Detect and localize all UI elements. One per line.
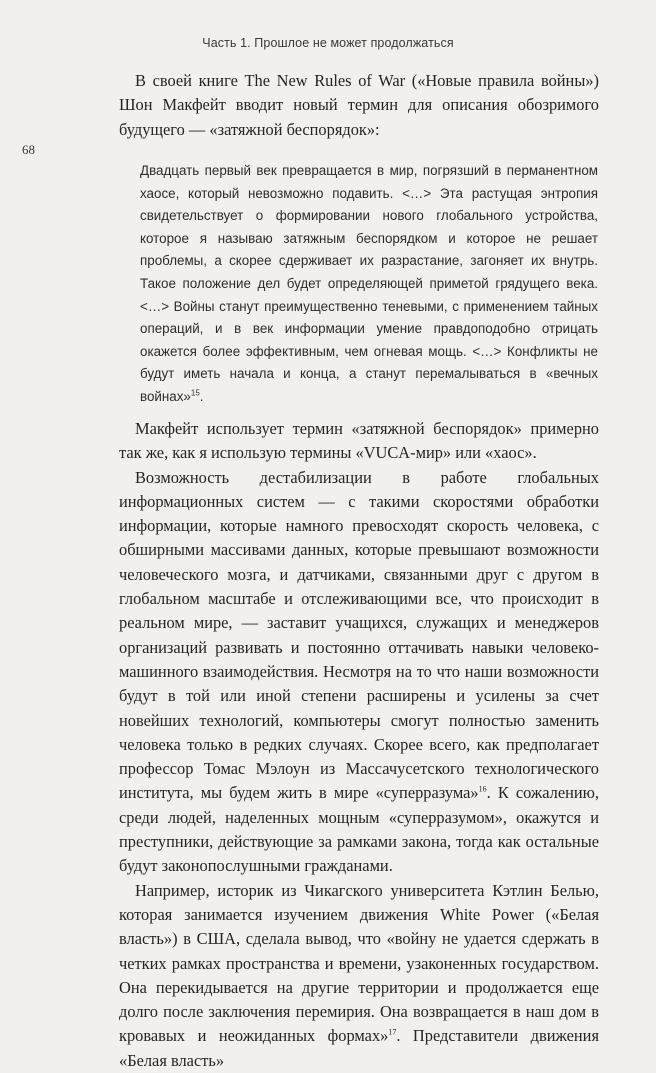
running-head: Часть 1. Прошлое не может продолжаться [202, 36, 454, 50]
footnote-ref-15: 15 [190, 388, 200, 398]
paragraph-vuca: Макфейт использует термин «затяжной беспорядок» примерно так же, как я использую термины «VUCA-мир» или «хаос». [119, 419, 599, 463]
paragraph-text: Например, историк из Чикагского университета Кэтлин Белью, которая занимается изучением движения White Power («Белая власть») в США, сделала вывод, что «войну не удается сдержать в четких рамках пространства и времени, узаконенных государством. Она перекидывается на другие территории и продолжается еще долго после заключения перемирия. Она возвращается в наш дом в кровавых и неожиданных формах» [119, 880, 599, 1046]
paragraph-superintelligence [119, 466, 599, 879]
intro-paragraph: В своей книге The New Rules of War («Новые правила войны») Шон Макфейт вводит новый термин для описания обозримого будущего — «затяжной беспорядок»: [119, 71, 599, 139]
quote-text: Двадцать первый век превращается в мир, погрязший в перманентном хаосе, который невозможно подавить. <…> Эта растущая энтропия свидетельствует о формировании нового глобального устройства, которое я называю затяжным беспорядком и которое не решает проблемы, а скорее сдерживает их разрастание, загоняет их внутрь. Такое положение дел будет определяющей приметой грядущего века. <…> Войны станут преимущественно теневыми, с применением тайных операций, и в век информации умение правдоподобно отрицать окажется более эффективным, чем огневая мощь. <…> Конфликты не будут иметь начала и конца, а станут перемалываться в «вечных войнах» [140, 163, 598, 404]
paragraph-white-power [119, 879, 599, 1073]
main-text [119, 417, 599, 1073]
footnote-ref-16: 16 [478, 784, 487, 794]
page-number: 68 [22, 142, 35, 157]
block-quote: Двадцать первый век превращается в мир, погрязший в перманентном хаосе, который невозможно подавить. <…> Эта растущая энтропия свидетельствует о формировании нового глобального устройства, которое я называю затяжным беспорядком и которое не решает проблемы, а скорее сдерживает их разрастание, загоняет их внутрь. Такое положение дел будет определяющей приметой грядущего века. <…> Войны станут преимущественно теневыми, с применением тайных операций, и в век информации умение правдоподобно отрицать окажется более эффективным, чем огневая мощь. <…> Конфликты не будут иметь начала и конца, а станут перемалываться в «вечных войнах»$^{15}$. [140, 163, 598, 404]
paragraph-text: Возможность дестабилизации в работе глобальных информационных систем — с такими скоростями обработки информации, которые намного превосходят скорость человека, с обширными массивами данных, которые превышают возможности человеческого мозга, и датчиками, связанными друг с другом в глобальном масштабе и отслеживающими все, что происходит в реальном мире, — заставит учащихся, служащих и менеджеров организаций развивать и постоянно оттачивать навыки человеко-машинного взаимодействия. Несмотря на то что наши возможности будут в той или иной степени расширены и усилены за счет новейших технологий, компьютеры смогут полностью заменить человека только в редких случаях. Скорее всего, как предполагает профессор Томас Мэлоун из Массачусетского технологического института, мы будем жить в мире «суперразума» [119, 467, 599, 803]
footnote-ref-17: 17 [388, 1027, 397, 1037]
paragraph-text: . Представители движения «Белая власть» [119, 1026, 599, 1070]
paragraph-text: . К сожалению, среди людей, наделенных мощным «суперразумом», окажутся и преступники, действующие за рамками закона, тогда как остальные будут законопослушными гражданами. [119, 783, 599, 876]
